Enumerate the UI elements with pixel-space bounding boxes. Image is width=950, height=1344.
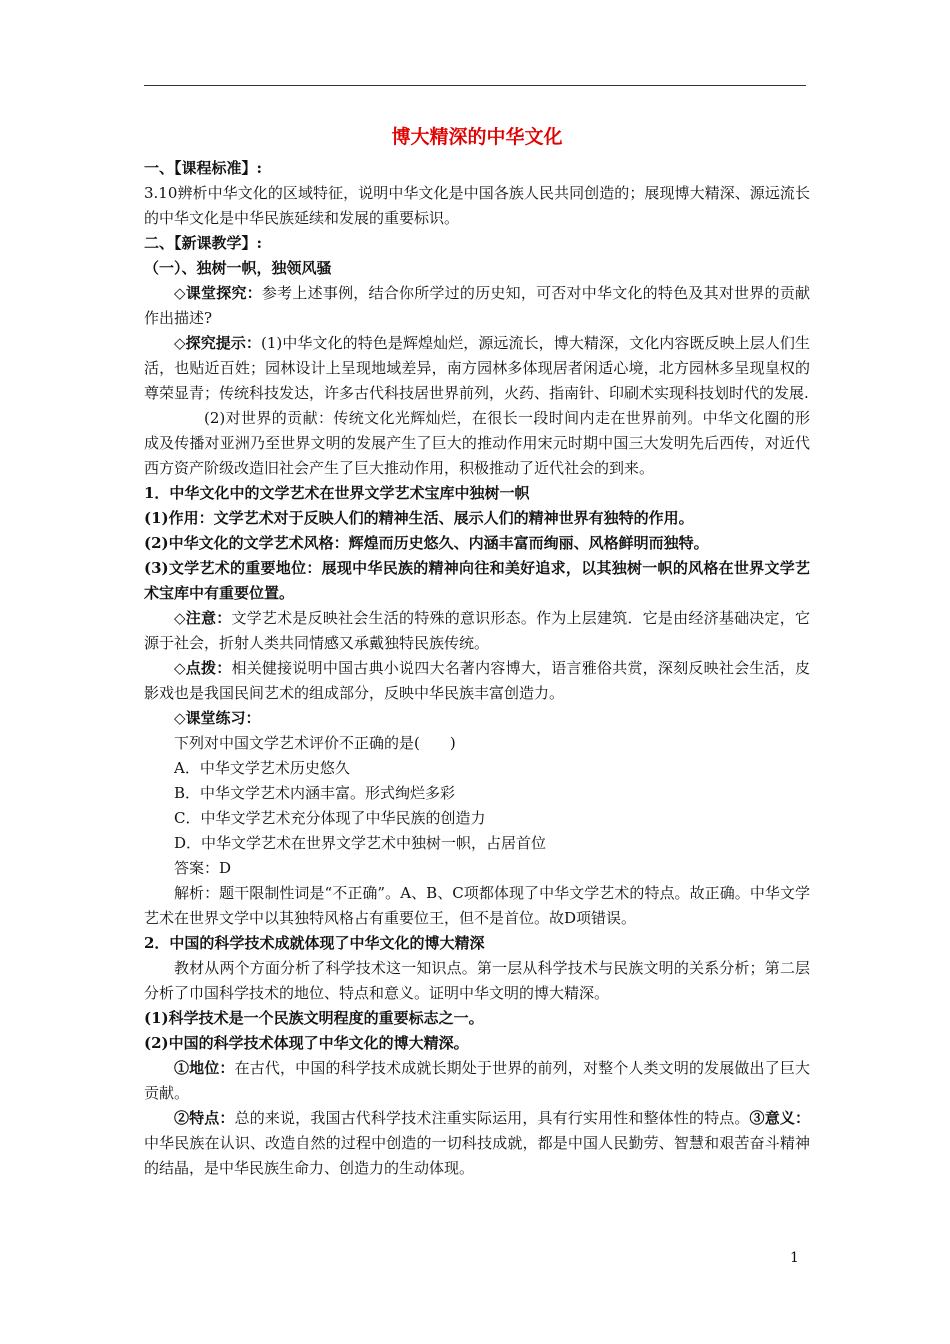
paragraph: (2)对世界的贡献：传统文化光辉灿烂，在很长一段时间内走在世界前列。中华文化圈的形成及传播对亚洲乃至世界文明的发展产生了巨大的推动作用宋元时期中国三大发明先后西传，对近代西方资产阶级改造旧社会产生了巨大推动作用，积极推动了近代社会的到来。 bbox=[144, 409, 810, 477]
label: ◇探究提示： bbox=[174, 334, 262, 352]
section-heading: 二、【新课教学】: bbox=[144, 234, 263, 252]
text: 文学艺术是反映社会生活的特殊的意识形态。作为上层建筑．它是由经济基础决定，它源于社会，折射人类共同情感又承戴独特民族传统。 bbox=[144, 609, 810, 652]
text: 总的来说，我国古代科学技术注重实际运用，具有行实用性和整体性的特点。 bbox=[234, 1109, 750, 1127]
text: 参考上述事例，结合你所学过的历史知，可否对中华文化的特色及其对世界的贡献作出描述? bbox=[144, 284, 810, 327]
point-item: (2)中华文化的文学艺术风格：辉煌而历史悠久、内涵丰富而绚丽、风格鲜明而独特。 bbox=[144, 534, 709, 552]
exercise-option: B．中华文学艺术内涵丰富。形式绚烂多彩 bbox=[174, 784, 456, 802]
exercise-option: A．中华文学艺术历史悠久 bbox=[174, 759, 350, 777]
paragraph bbox=[144, 331, 810, 406]
label: ◇点拨： bbox=[174, 659, 232, 677]
document-body bbox=[144, 126, 810, 1181]
label: ◇注意： bbox=[174, 609, 232, 627]
paragraph: 3.10辨析中华文化的区域特征，说明中华文化是中国各族人民共同创造的；展现博大精深、源远流长的中华文化是中华民族延续和发展的重要标识。 bbox=[144, 184, 810, 227]
point-item: (3)文学艺术的重要地位：展现中华民族的精神向往和美好追求，以其独树一帜的风格在世界文学艺术宝库中有重要位置。 bbox=[144, 559, 810, 602]
text: 相关健接说明中国古典小说四大名著内容博大，语言雅俗共赏，深刻反映社会生活，皮影戏也是我国民间艺术的组成部分，反映中华民族丰富创造力。 bbox=[144, 659, 810, 702]
subsection-heading: （一）、独树一帜，独领风骚 bbox=[144, 259, 332, 277]
exercise-label: ◇课堂练习： bbox=[174, 709, 261, 727]
text: 中华民族在认识、改造自然的过程中创造的一切科技成就，都是中国人民勤劳、智慧和艰苦奋斗精神的结晶，是中华民族生命力、创造力的生动体现。 bbox=[144, 1134, 810, 1177]
text: (1)中华文化的特色是辉煌灿烂，源远流长，博大精深，文化内容既反映上层人们生活，也贴近百姓；园林设计上呈现地域差异，南方园林多体现居者闲适心境，北方园林多呈现皇权的尊荣显青；传统科技发达，许多古代科技居世界前列，火药、指南针、印刷术实现科技划时代的发展. bbox=[144, 334, 810, 402]
exercise-question: 下列对中国文学艺术评价不正确的是( ) bbox=[174, 734, 456, 752]
exercise-option: D．中华文学艺术在世界文学艺术中独树一帜，占居首位 bbox=[174, 834, 547, 852]
text: 在古代，中国的科学技术成就长期处于世界的前列，对整个人类文明的发展做出了巨大贡献。 bbox=[144, 1059, 810, 1102]
exercise-option: C．中华文学艺术充分体现了中华民族的创造力 bbox=[174, 809, 486, 827]
point-heading: 1．中华文化中的文学艺术在世界文学艺术宝库中独树一帜 bbox=[144, 484, 530, 502]
label: ①地位： bbox=[174, 1059, 235, 1077]
label: ◇课堂探究： bbox=[174, 284, 262, 302]
exercise-explanation: 解析：题干限制性词是“不正确”。A、B、C项都体现了中华文学艺术的特点。故正确。中华文学艺术在世界文学中以其独特风格占有重要位王，但不是首位。故D项错误。 bbox=[144, 884, 810, 927]
header-rule bbox=[144, 85, 806, 86]
paragraph bbox=[144, 281, 810, 331]
paragraph bbox=[144, 606, 810, 656]
paragraph bbox=[144, 1056, 810, 1106]
point-item: (1)科学技术是一个民族文明程度的重要标志之一。 bbox=[144, 1009, 484, 1027]
label: ②特点： bbox=[174, 1109, 235, 1127]
label: ③意义： bbox=[749, 1109, 810, 1127]
section-heading: 一、【课程标准】: bbox=[144, 159, 263, 177]
point-item: (1)作用：文学艺术对于反映人们的精神生活、展示人们的精神世界有独特的作用。 bbox=[144, 509, 694, 527]
point-item: (2)中国的科学技术体现了中华文化的博大精深。 bbox=[144, 1034, 469, 1052]
point-heading: 2．中国的科学技术成就体现了中华文化的博大精深 bbox=[144, 934, 485, 952]
document-title: 博大精深的中华文化 bbox=[391, 126, 563, 148]
exercise-answer: 答案：D bbox=[174, 859, 232, 877]
paragraph bbox=[144, 656, 810, 706]
paragraph bbox=[144, 1106, 810, 1181]
paragraph: 教材从两个方面分析了科学技术这一知识点。第一层从科学技术与民族文明的关系分析；第二层分析了巾国科学技术的地位、特点和意义。证明中华文明的博大精深。 bbox=[144, 959, 810, 1002]
page-number: 1 bbox=[790, 1250, 799, 1266]
